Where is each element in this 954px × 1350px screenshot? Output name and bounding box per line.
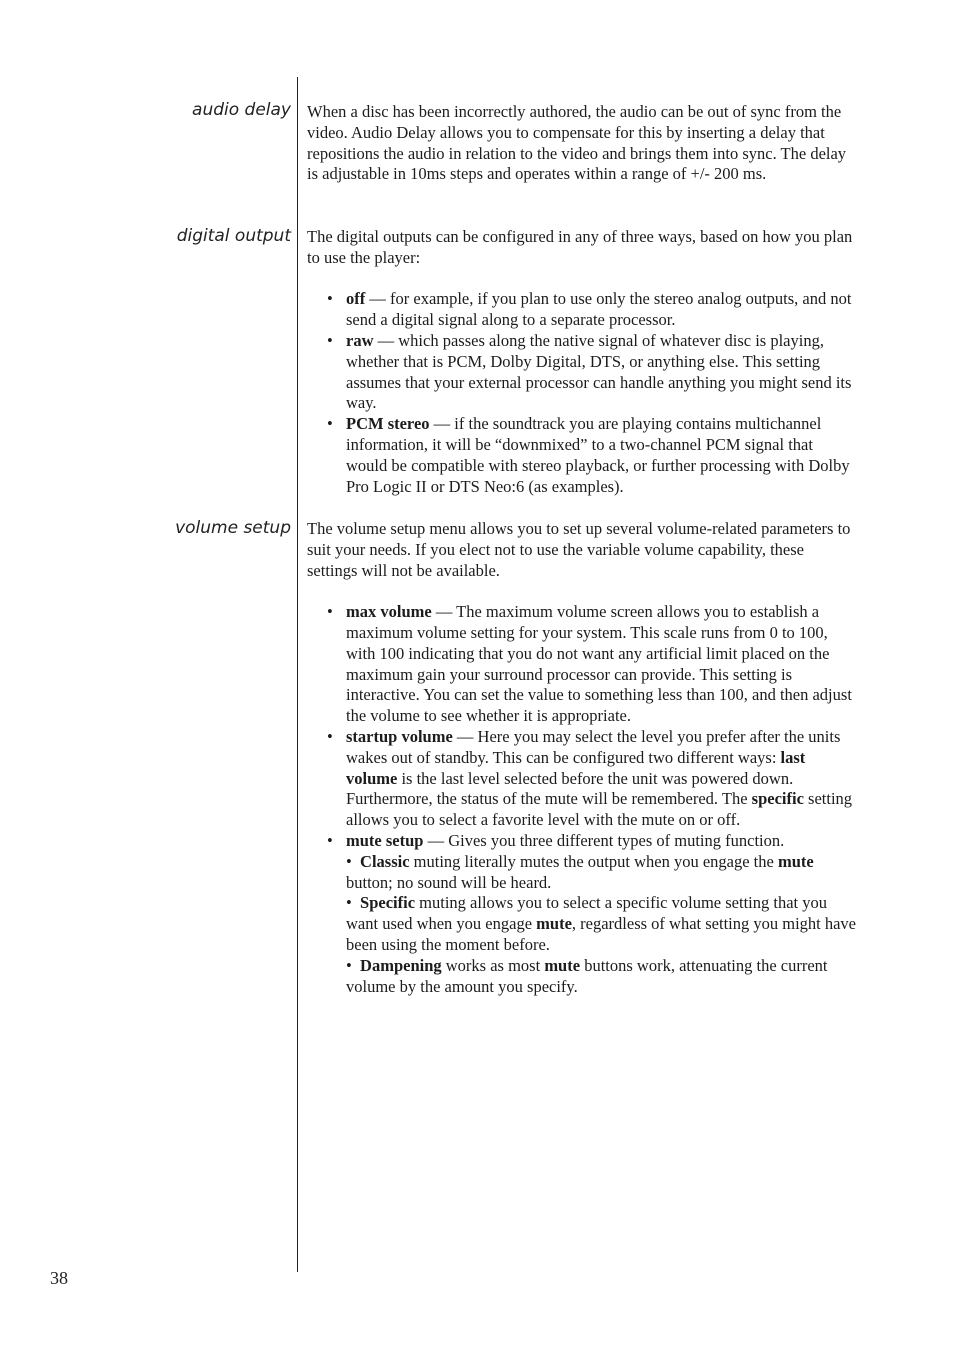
item-text: , regardless of what setting you might have been using the moment before. xyxy=(346,914,857,954)
list-item xyxy=(307,831,857,997)
term-specific: specific xyxy=(751,789,804,809)
item-text: setting allows you to select a favorite level with the mute on or off. xyxy=(346,789,853,830)
term-mute: mute xyxy=(544,955,581,975)
section-audio-delay xyxy=(307,102,857,185)
item-text: works as most xyxy=(441,955,545,975)
item-text: muting allows you to select a specific volume setting that you want used when you engage xyxy=(346,893,827,934)
term-specific-muting: Specific xyxy=(360,893,416,913)
sub-item-specific xyxy=(346,893,857,955)
term-raw: raw xyxy=(346,330,374,350)
heading-volume-setup: volume setup xyxy=(175,518,291,538)
list-item xyxy=(307,331,857,414)
item-text: — Here you may select the level you prefer after the units wakes out of standby. This can be configured two different ways: xyxy=(346,726,841,767)
bullet-icon: • xyxy=(327,289,333,309)
bullet-icon: • xyxy=(327,330,333,350)
bullet-icon: • xyxy=(327,414,333,434)
item-text: — The maximum volume screen allows you to establish a maximum volume setting for your system. This scale runs from 0 to 100, with 100 indicating that you do not want any artificial limit placed on the maximum gain your surround processor can provide. This setting is interactive. You can set the value to something less than 100, and then adjust the volume to see whether it is appropriate. xyxy=(346,602,852,726)
item-text: — for example, if you plan to use only the stereo analog outputs, and not send a digital signal along to a separate processor. xyxy=(346,289,852,330)
section-digital-output xyxy=(307,227,857,497)
section-volume-setup xyxy=(307,519,857,997)
term-startup-volume: startup volume xyxy=(346,726,453,746)
term-dampening: Dampening xyxy=(360,955,442,975)
term-pcm-stereo: PCM stereo xyxy=(346,414,430,434)
term-mute: mute xyxy=(536,914,572,934)
list-item xyxy=(307,602,857,727)
heading-audio-delay: audio delay xyxy=(192,100,291,120)
item-text: — Gives you three different types of muting function. xyxy=(423,830,785,850)
term-classic: Classic xyxy=(360,851,410,871)
digital-output-list xyxy=(307,289,857,497)
page-number: 38 xyxy=(50,1268,68,1288)
term-mute-setup: mute setup xyxy=(346,830,424,850)
bullet-icon: • xyxy=(346,851,352,871)
item-text: muting literally mutes the output when you engage the xyxy=(409,851,778,871)
list-item xyxy=(307,727,857,831)
item-text: button; no sound will be heard. xyxy=(346,872,552,892)
heading-digital-output: digital output xyxy=(176,226,291,246)
volume-setup-intro: The volume setup menu allows you to set up several volume-related parameters to suit your needs. If you elect not to use the variable volume capability, these settings will not be available. xyxy=(307,519,851,580)
item-text: is the last level selected before the unit was powered down. Furthermore, the status of the mute will be remembered. The xyxy=(346,768,794,809)
term-mute: mute xyxy=(777,851,814,871)
vertical-rule xyxy=(297,77,298,1272)
audio-delay-text: When a disc has been incorrectly authored, the audio can be out of sync from the video. Audio Delay allows you to compensate for this by inserting a delay that repositions the audio in relation to the video and brings them into sync. The delay is adjustable in 10ms steps and operates within a range of +/- 200 ms. xyxy=(307,102,847,184)
term-off: off xyxy=(346,289,366,309)
item-text: buttons work, attenuating the current volume by the amount you specify. xyxy=(346,955,828,996)
bullet-icon: • xyxy=(346,955,352,975)
sub-item-dampening xyxy=(346,956,857,998)
volume-setup-list xyxy=(307,602,857,997)
digital-output-intro: The digital outputs can be configured in any of three ways, based on how you plan to use the player: xyxy=(307,227,853,267)
bullet-icon: • xyxy=(327,726,333,746)
bullet-icon: • xyxy=(327,602,333,622)
sub-item-classic xyxy=(346,852,857,894)
list-item xyxy=(307,289,857,331)
bullet-icon: • xyxy=(346,893,352,913)
term-last-volume: last volume xyxy=(346,747,806,788)
term-max-volume: max volume xyxy=(346,602,432,622)
item-text: — which passes along the native signal of whatever disc is playing, whether that is PCM, Dolby Digital, DTS, or anything else. This setting assumes that your external processor can handle anything you might send its way. xyxy=(346,330,852,413)
bullet-icon: • xyxy=(327,830,333,850)
list-item xyxy=(307,414,857,497)
item-text: — if the soundtrack you are playing contains multichannel information, it will be “downmixed” to a two-channel PCM signal that would be compatible with stereo playback, or further processing with Dolby Pro Logic II or DTS Neo:6 (as examples). xyxy=(346,414,850,496)
